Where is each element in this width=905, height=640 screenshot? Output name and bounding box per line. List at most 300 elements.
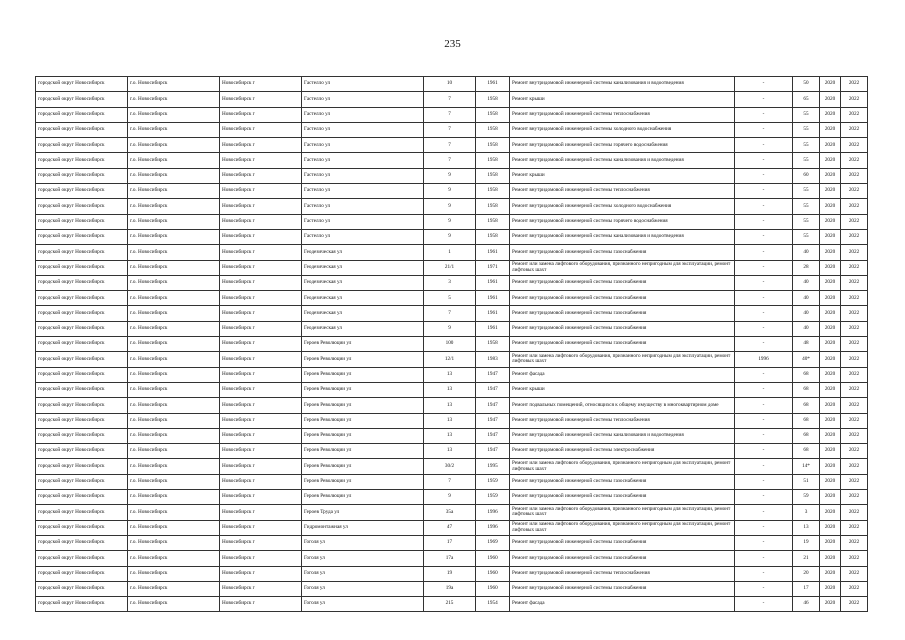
cell-work-type: Ремонт внутридомовой инженерной системы газоснабжения	[510, 474, 735, 489]
cell-municipality: городской округ Новосибирск	[36, 352, 128, 367]
cell-municipality: городской округ Новосибирск	[36, 107, 128, 122]
cell-last-repair-year: -	[735, 551, 793, 566]
table-row	[36, 398, 868, 413]
cell-build-year: 1995	[476, 459, 510, 474]
cell-wear-percent: 55	[793, 199, 820, 214]
cell-city: Новосибирск г	[220, 367, 302, 382]
cell-build-year: 1960	[476, 566, 510, 581]
cell-last-repair-year: -	[735, 382, 793, 397]
table-row	[36, 245, 868, 260]
cell-work-type: Ремонт внутридомовой инженерной системы газоснабжения	[510, 306, 735, 321]
cell-plan-end-year: 2022	[841, 490, 868, 505]
table-row	[36, 184, 868, 199]
cell-plan-end-year: 2022	[841, 520, 868, 535]
cell-plan-end-year: 2022	[841, 551, 868, 566]
cell-city: Новосибирск г	[220, 428, 302, 443]
cell-plan-end-year: 2022	[841, 444, 868, 459]
cell-house-number: 7	[424, 474, 476, 489]
table-row	[36, 382, 868, 397]
cell-plan-end-year: 2022	[841, 566, 868, 581]
cell-last-repair-year: -	[735, 520, 793, 535]
cell-last-repair-year: -	[735, 138, 793, 153]
cell-build-year: 1958	[476, 184, 510, 199]
page-number: 235	[444, 38, 461, 50]
cell-house-number: 13	[424, 382, 476, 397]
cell-plan-end-year: 2022	[841, 581, 868, 596]
cell-street: Гастелло ул	[302, 168, 424, 183]
cell-house-number: 1	[424, 245, 476, 260]
cell-city: Новосибирск г	[220, 520, 302, 535]
cell-city: Новосибирск г	[220, 581, 302, 596]
cell-work-type: Ремонт внутридомовой инженерной системы газоснабжения	[510, 321, 735, 336]
cell-plan-end-year: 2022	[841, 535, 868, 550]
cell-plan-end-year: 2022	[841, 505, 868, 520]
cell-wear-percent: 55	[793, 184, 820, 199]
cell-plan-start-year: 2020	[820, 505, 841, 520]
cell-work-type: Ремонт внутридомовой инженерной системы теплоснабжения	[510, 413, 735, 428]
cell-work-type: Ремонт или замена лифтового оборудования, признанного непригодным для эксплуатации, ремонт лифтовых шахт	[510, 459, 735, 474]
cell-work-type: Ремонт внутридомовой инженерной системы электроснабжения	[510, 444, 735, 459]
cell-municipality: городской округ Новосибирск	[36, 337, 128, 352]
cell-build-year: 1958	[476, 153, 510, 168]
cell-district-short: г.о. Новосибирск	[128, 581, 220, 596]
cell-build-year: 1960	[476, 581, 510, 596]
cell-wear-percent: 48	[793, 337, 820, 352]
cell-plan-start-year: 2020	[820, 168, 841, 183]
table-row	[36, 444, 868, 459]
cell-municipality: городской округ Новосибирск	[36, 138, 128, 153]
table-row	[36, 352, 868, 367]
cell-city: Новосибирск г	[220, 413, 302, 428]
cell-city: Новосибирск г	[220, 306, 302, 321]
table-row	[36, 597, 868, 612]
cell-work-type: Ремонт внутридомовой инженерной системы газоснабжения	[510, 551, 735, 566]
cell-last-repair-year: -	[735, 275, 793, 290]
cell-plan-start-year: 2020	[820, 444, 841, 459]
table-row	[36, 122, 868, 137]
table-row	[36, 551, 868, 566]
cell-last-repair-year: 1996	[735, 352, 793, 367]
cell-build-year: 1947	[476, 367, 510, 382]
cell-wear-percent: 50	[793, 77, 820, 92]
cell-last-repair-year: -	[735, 245, 793, 260]
cell-municipality: городской округ Новосибирск	[36, 214, 128, 229]
cell-house-number: 100	[424, 337, 476, 352]
cell-plan-start-year: 2020	[820, 92, 841, 107]
cell-street: Гастелло ул	[302, 153, 424, 168]
cell-municipality: городской округ Новосибирск	[36, 245, 128, 260]
cell-plan-start-year: 2020	[820, 199, 841, 214]
cell-street: Гастелло ул	[302, 214, 424, 229]
cell-work-type: Ремонт или замена лифтового оборудования, признанного непригодным для эксплуатации, ремонт лифтовых шахт	[510, 260, 735, 275]
cell-district-short: г.о. Новосибирск	[128, 490, 220, 505]
table-row	[36, 490, 868, 505]
cell-city: Новосибирск г	[220, 505, 302, 520]
cell-plan-end-year: 2022	[841, 275, 868, 290]
cell-build-year: 1958	[476, 229, 510, 244]
cell-work-type: Ремонт внутридомовой инженерной системы холодного водоснабжения	[510, 199, 735, 214]
cell-plan-end-year: 2022	[841, 92, 868, 107]
cell-plan-start-year: 2020	[820, 398, 841, 413]
cell-plan-end-year: 2022	[841, 367, 868, 382]
cell-build-year: 1947	[476, 444, 510, 459]
cell-house-number: 17а	[424, 551, 476, 566]
cell-plan-start-year: 2020	[820, 337, 841, 352]
cell-work-type: Ремонт внутридомовой инженерной системы газоснабжения	[510, 245, 735, 260]
cell-district-short: г.о. Новосибирск	[128, 153, 220, 168]
program-table	[35, 76, 868, 612]
cell-district-short: г.о. Новосибирск	[128, 413, 220, 428]
cell-city: Новосибирск г	[220, 199, 302, 214]
cell-last-repair-year: -	[735, 229, 793, 244]
cell-city: Новосибирск г	[220, 184, 302, 199]
cell-municipality: городской округ Новосибирск	[36, 428, 128, 443]
table-row	[36, 337, 868, 352]
cell-plan-start-year: 2020	[820, 245, 841, 260]
cell-plan-start-year: 2020	[820, 321, 841, 336]
cell-street: Геодезическая ул	[302, 260, 424, 275]
table-row	[36, 306, 868, 321]
cell-municipality: городской округ Новосибирск	[36, 444, 128, 459]
cell-city: Новосибирск г	[220, 566, 302, 581]
cell-street: Гоголя ул	[302, 597, 424, 612]
cell-plan-start-year: 2020	[820, 306, 841, 321]
cell-district-short: г.о. Новосибирск	[128, 138, 220, 153]
table-row	[36, 260, 868, 275]
cell-house-number: 13	[424, 444, 476, 459]
table-row	[36, 474, 868, 489]
table-row	[36, 367, 868, 382]
cell-last-repair-year: -	[735, 321, 793, 336]
table-row	[36, 459, 868, 474]
table-row	[36, 77, 868, 92]
cell-municipality: городской округ Новосибирск	[36, 260, 128, 275]
cell-plan-start-year: 2020	[820, 581, 841, 596]
cell-work-type: Ремонт подвальных помещений, относящихся к общему имуществу в многоквартирном доме	[510, 398, 735, 413]
cell-city: Новосибирск г	[220, 551, 302, 566]
cell-municipality: городской округ Новосибирск	[36, 291, 128, 306]
cell-plan-end-year: 2022	[841, 245, 868, 260]
cell-build-year: 1958	[476, 138, 510, 153]
cell-last-repair-year: -	[735, 367, 793, 382]
cell-last-repair-year: -	[735, 444, 793, 459]
cell-city: Новосибирск г	[220, 474, 302, 489]
cell-wear-percent: 55	[793, 229, 820, 244]
cell-house-number: 13	[424, 398, 476, 413]
cell-house-number: 9	[424, 168, 476, 183]
cell-plan-start-year: 2020	[820, 229, 841, 244]
cell-house-number: 9	[424, 229, 476, 244]
cell-district-short: г.о. Новосибирск	[128, 444, 220, 459]
cell-plan-end-year: 2022	[841, 107, 868, 122]
cell-build-year: 1959	[476, 474, 510, 489]
cell-municipality: городской округ Новосибирск	[36, 520, 128, 535]
cell-wear-percent: 40	[793, 321, 820, 336]
cell-build-year: 1958	[476, 92, 510, 107]
cell-plan-start-year: 2020	[820, 382, 841, 397]
cell-city: Новосибирск г	[220, 444, 302, 459]
cell-plan-start-year: 2020	[820, 413, 841, 428]
cell-plan-end-year: 2022	[841, 597, 868, 612]
cell-plan-start-year: 2020	[820, 490, 841, 505]
cell-municipality: городской округ Новосибирск	[36, 382, 128, 397]
cell-street: Геодезическая ул	[302, 245, 424, 260]
cell-work-type: Ремонт внутридомовой инженерной системы горячего водоснабжения	[510, 138, 735, 153]
cell-build-year: 1969	[476, 535, 510, 550]
cell-plan-end-year: 2022	[841, 474, 868, 489]
cell-work-type: Ремонт фасада	[510, 597, 735, 612]
cell-last-repair-year: -	[735, 184, 793, 199]
cell-last-repair-year: -	[735, 459, 793, 474]
table-row	[36, 566, 868, 581]
cell-house-number: 7	[424, 122, 476, 137]
table-row	[36, 291, 868, 306]
cell-plan-end-year: 2022	[841, 260, 868, 275]
cell-wear-percent: 13	[793, 520, 820, 535]
cell-house-number: 13	[424, 367, 476, 382]
cell-last-repair-year: -	[735, 107, 793, 122]
cell-district-short: г.о. Новосибирск	[128, 551, 220, 566]
cell-district-short: г.о. Новосибирск	[128, 520, 220, 535]
cell-plan-start-year: 2020	[820, 107, 841, 122]
cell-work-type: Ремонт или замена лифтового оборудования, признанного непригодным для эксплуатации, ремонт лифтовых шахт	[510, 520, 735, 535]
cell-municipality: городской округ Новосибирск	[36, 398, 128, 413]
cell-wear-percent: 21	[793, 551, 820, 566]
cell-wear-percent: 40	[793, 306, 820, 321]
cell-wear-percent: 68	[793, 444, 820, 459]
cell-wear-percent: 40	[793, 291, 820, 306]
table-row	[36, 168, 868, 183]
cell-wear-percent: 40	[793, 275, 820, 290]
cell-house-number: 7	[424, 107, 476, 122]
cell-last-repair-year: -	[735, 77, 793, 92]
cell-plan-end-year: 2022	[841, 77, 868, 92]
cell-build-year: 1958	[476, 107, 510, 122]
cell-build-year: 1947	[476, 382, 510, 397]
cell-street: Гастелло ул	[302, 138, 424, 153]
cell-work-type: Ремонт крыши	[510, 168, 735, 183]
cell-city: Новосибирск г	[220, 92, 302, 107]
table-row	[36, 535, 868, 550]
cell-build-year: 1954	[476, 597, 510, 612]
cell-street: Героев Труда ул	[302, 505, 424, 520]
cell-plan-start-year: 2020	[820, 535, 841, 550]
cell-wear-percent: 46	[793, 597, 820, 612]
program-table-container	[35, 76, 867, 612]
cell-municipality: городской округ Новосибирск	[36, 92, 128, 107]
cell-district-short: г.о. Новосибирск	[128, 168, 220, 183]
cell-plan-start-year: 2020	[820, 367, 841, 382]
cell-build-year: 1961	[476, 275, 510, 290]
cell-wear-percent: 40*	[793, 352, 820, 367]
cell-plan-start-year: 2020	[820, 260, 841, 275]
cell-build-year: 1971	[476, 260, 510, 275]
cell-municipality: городской округ Новосибирск	[36, 122, 128, 137]
cell-wear-percent: 51	[793, 474, 820, 489]
cell-wear-percent: 68	[793, 428, 820, 443]
cell-plan-end-year: 2022	[841, 199, 868, 214]
cell-house-number: 3	[424, 275, 476, 290]
cell-district-short: г.о. Новосибирск	[128, 77, 220, 92]
table-row	[36, 214, 868, 229]
cell-wear-percent: 14*	[793, 459, 820, 474]
cell-city: Новосибирск г	[220, 490, 302, 505]
cell-house-number: 9	[424, 199, 476, 214]
cell-work-type: Ремонт внутридомовой инженерной системы газоснабжения	[510, 337, 735, 352]
cell-house-number: 19а	[424, 581, 476, 596]
cell-city: Новосибирск г	[220, 229, 302, 244]
cell-municipality: городской округ Новосибирск	[36, 367, 128, 382]
cell-municipality: городской округ Новосибирск	[36, 184, 128, 199]
cell-municipality: городской округ Новосибирск	[36, 413, 128, 428]
cell-last-repair-year: -	[735, 566, 793, 581]
cell-municipality: городской округ Новосибирск	[36, 535, 128, 550]
cell-plan-start-year: 2020	[820, 291, 841, 306]
cell-work-type: Ремонт внутридомовой инженерной системы канализования и водоотведения	[510, 428, 735, 443]
cell-build-year: 1996	[476, 505, 510, 520]
cell-city: Новосибирск г	[220, 321, 302, 336]
cell-district-short: г.о. Новосибирск	[128, 107, 220, 122]
cell-wear-percent: 20	[793, 566, 820, 581]
cell-municipality: городской округ Новосибирск	[36, 199, 128, 214]
cell-build-year: 1958	[476, 122, 510, 137]
table-row	[36, 581, 868, 596]
cell-plan-start-year: 2020	[820, 122, 841, 137]
cell-plan-end-year: 2022	[841, 337, 868, 352]
cell-plan-start-year: 2020	[820, 597, 841, 612]
table-row	[36, 92, 868, 107]
cell-street: Гастелло ул	[302, 92, 424, 107]
cell-district-short: г.о. Новосибирск	[128, 337, 220, 352]
cell-house-number: 19	[424, 566, 476, 581]
cell-plan-end-year: 2022	[841, 306, 868, 321]
cell-wear-percent: 68	[793, 367, 820, 382]
cell-district-short: г.о. Новосибирск	[128, 367, 220, 382]
cell-street: Героев Революции ул	[302, 398, 424, 413]
cell-plan-start-year: 2020	[820, 184, 841, 199]
cell-house-number: 12/1	[424, 352, 476, 367]
cell-build-year: 1960	[476, 551, 510, 566]
cell-work-type: Ремонт внутридомовой инженерной системы теплоснабжения	[510, 107, 735, 122]
cell-municipality: городской округ Новосибирск	[36, 566, 128, 581]
cell-house-number: 10	[424, 77, 476, 92]
cell-work-type: Ремонт внутридомовой инженерной системы канализования и водоотведения	[510, 153, 735, 168]
cell-plan-start-year: 2020	[820, 551, 841, 566]
cell-district-short: г.о. Новосибирск	[128, 122, 220, 137]
cell-district-short: г.о. Новосибирск	[128, 245, 220, 260]
cell-last-repair-year: -	[735, 214, 793, 229]
cell-district-short: г.о. Новосибирск	[128, 184, 220, 199]
cell-district-short: г.о. Новосибирск	[128, 535, 220, 550]
cell-wear-percent: 55	[793, 107, 820, 122]
cell-work-type: Ремонт или замена лифтового оборудования, признанного непригодным для эксплуатации, ремонт лифтовых шахт	[510, 505, 735, 520]
cell-wear-percent: 59	[793, 490, 820, 505]
cell-district-short: г.о. Новосибирск	[128, 291, 220, 306]
cell-house-number: 35а	[424, 505, 476, 520]
cell-last-repair-year: -	[735, 535, 793, 550]
cell-work-type: Ремонт внутридомовой инженерной системы газоснабжения	[510, 581, 735, 596]
cell-street: Геодезическая ул	[302, 291, 424, 306]
cell-district-short: г.о. Новосибирск	[128, 597, 220, 612]
cell-district-short: г.о. Новосибирск	[128, 474, 220, 489]
cell-build-year: 1961	[476, 306, 510, 321]
cell-work-type: Ремонт внутридомовой инженерной системы горячего водоснабжения	[510, 214, 735, 229]
cell-plan-end-year: 2022	[841, 382, 868, 397]
cell-wear-percent: 68	[793, 413, 820, 428]
cell-house-number: 13	[424, 413, 476, 428]
cell-street: Гоголя ул	[302, 566, 424, 581]
cell-district-short: г.о. Новосибирск	[128, 505, 220, 520]
cell-plan-end-year: 2022	[841, 352, 868, 367]
table-row	[36, 321, 868, 336]
table-row	[36, 153, 868, 168]
cell-work-type: Ремонт внутридомовой инженерной системы канализования и водоотведения	[510, 77, 735, 92]
cell-plan-end-year: 2022	[841, 122, 868, 137]
cell-district-short: г.о. Новосибирск	[128, 260, 220, 275]
cell-street: Геодезическая ул	[302, 306, 424, 321]
cell-house-number: 5	[424, 291, 476, 306]
cell-street: Гастелло ул	[302, 122, 424, 137]
cell-build-year: 1958	[476, 168, 510, 183]
cell-wear-percent: 55	[793, 138, 820, 153]
cell-city: Новосибирск г	[220, 535, 302, 550]
cell-plan-end-year: 2022	[841, 398, 868, 413]
cell-work-type: Ремонт внутридомовой инженерной системы газоснабжения	[510, 535, 735, 550]
cell-city: Новосибирск г	[220, 168, 302, 183]
cell-city: Новосибирск г	[220, 245, 302, 260]
cell-house-number: 7	[424, 138, 476, 153]
cell-last-repair-year: -	[735, 92, 793, 107]
cell-work-type: Ремонт фасада	[510, 367, 735, 382]
cell-city: Новосибирск г	[220, 597, 302, 612]
cell-last-repair-year: -	[735, 153, 793, 168]
cell-city: Новосибирск г	[220, 337, 302, 352]
cell-wear-percent: 55	[793, 214, 820, 229]
table-row	[36, 520, 868, 535]
cell-city: Новосибирск г	[220, 275, 302, 290]
cell-plan-end-year: 2022	[841, 168, 868, 183]
cell-build-year: 1961	[476, 245, 510, 260]
cell-wear-percent: 60	[793, 168, 820, 183]
cell-house-number: 7	[424, 92, 476, 107]
cell-work-type: Ремонт внутридомовой инженерной системы теплоснабжения	[510, 566, 735, 581]
cell-municipality: городской округ Новосибирск	[36, 474, 128, 489]
cell-municipality: городской округ Новосибирск	[36, 551, 128, 566]
table-row	[36, 275, 868, 290]
cell-wear-percent: 55	[793, 153, 820, 168]
cell-street: Героев Революции ул	[302, 352, 424, 367]
cell-plan-start-year: 2020	[820, 153, 841, 168]
cell-build-year: 1958	[476, 199, 510, 214]
cell-street: Гастелло ул	[302, 199, 424, 214]
cell-build-year: 1958	[476, 337, 510, 352]
cell-plan-start-year: 2020	[820, 474, 841, 489]
cell-house-number: 9	[424, 184, 476, 199]
cell-wear-percent: 19	[793, 535, 820, 550]
cell-plan-end-year: 2022	[841, 153, 868, 168]
cell-plan-start-year: 2020	[820, 138, 841, 153]
table-row	[36, 413, 868, 428]
cell-house-number: 9	[424, 214, 476, 229]
cell-district-short: г.о. Новосибирск	[128, 275, 220, 290]
cell-plan-start-year: 2020	[820, 275, 841, 290]
cell-street: Героев Революции ул	[302, 444, 424, 459]
cell-wear-percent: 17	[793, 581, 820, 596]
cell-municipality: городской округ Новосибирск	[36, 505, 128, 520]
cell-district-short: г.о. Новосибирск	[128, 352, 220, 367]
cell-street: Героев Революции ул	[302, 337, 424, 352]
cell-municipality: городской округ Новосибирск	[36, 275, 128, 290]
